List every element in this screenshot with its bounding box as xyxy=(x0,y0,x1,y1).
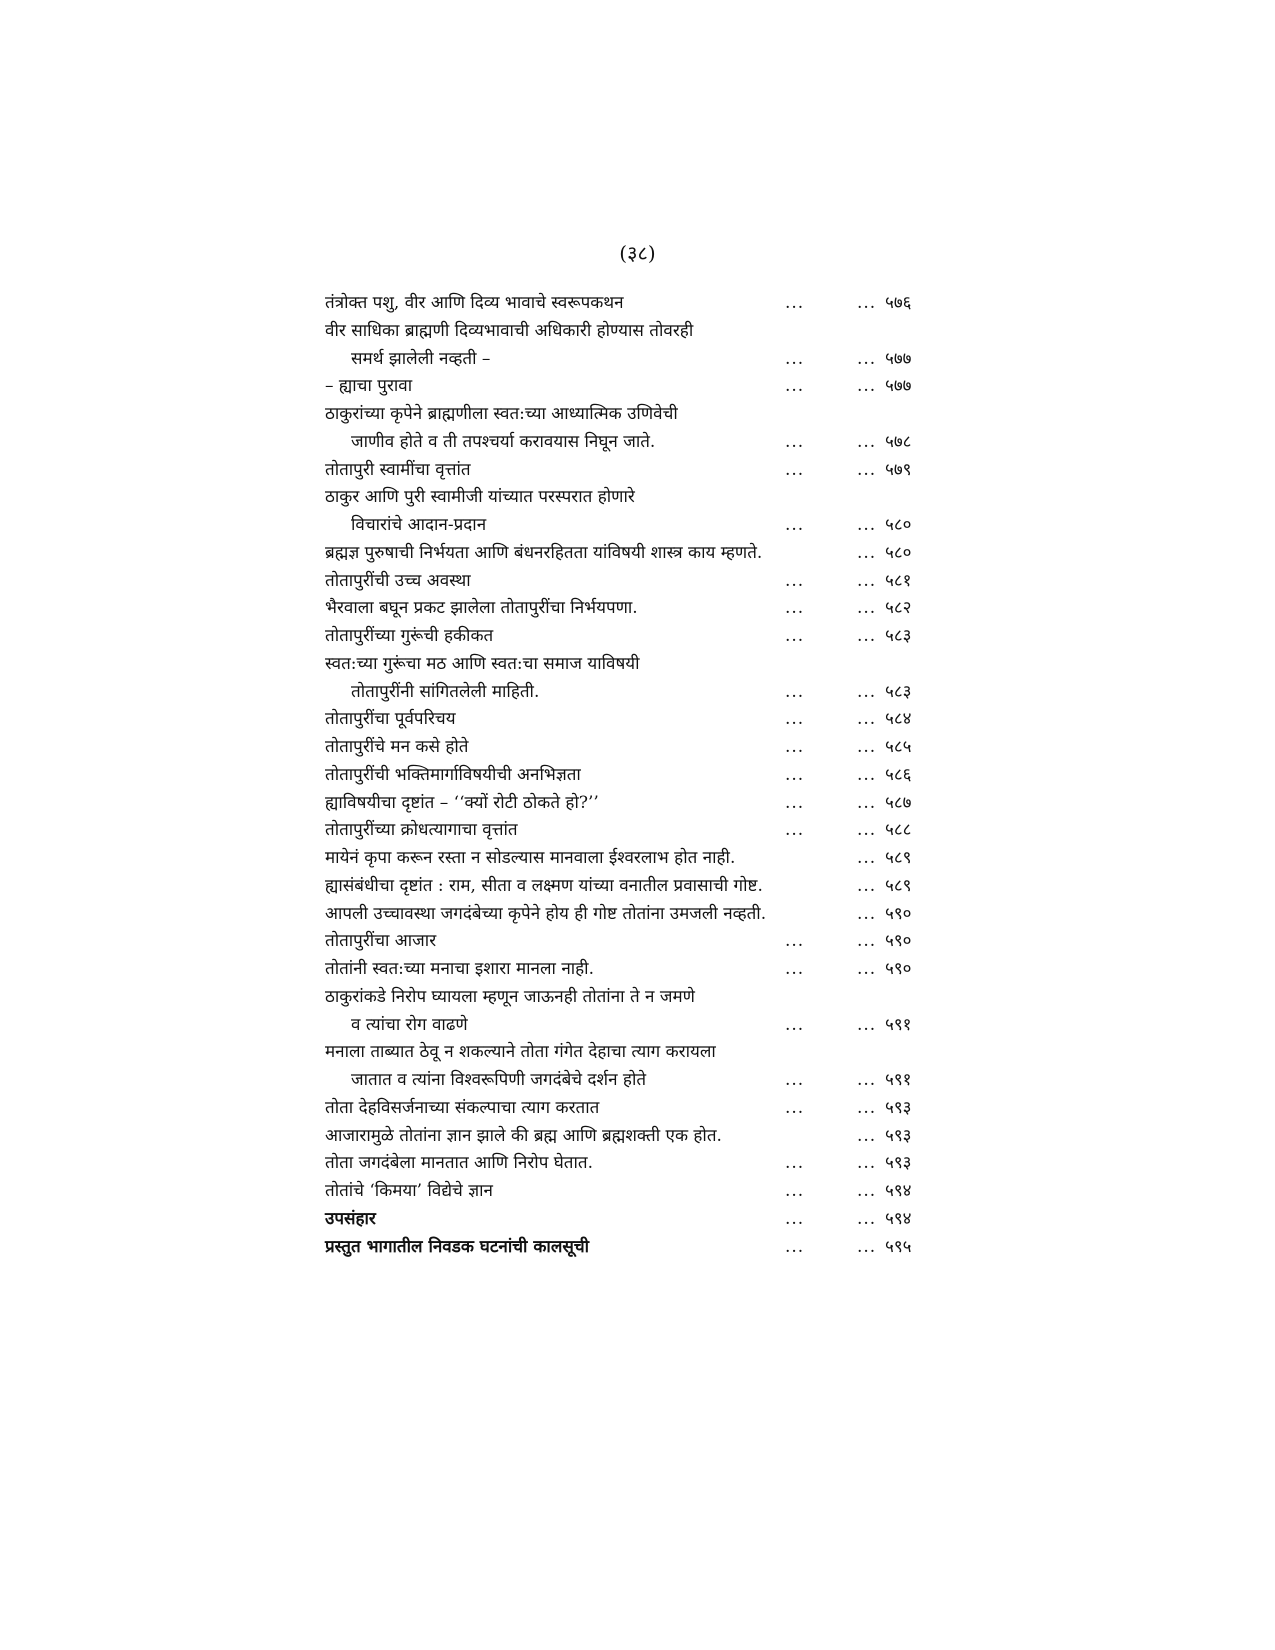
toc-entry xyxy=(325,1178,965,1206)
leader-dots: ... xyxy=(857,764,877,785)
toc-page-number: ५९३ xyxy=(885,1153,912,1174)
leader-dots: ... xyxy=(857,598,877,619)
toc-page-number: ५८३ xyxy=(885,681,912,702)
toc-entry xyxy=(325,873,965,901)
toc-page-number: ५९४ xyxy=(885,1181,912,1201)
leader-dots: ... xyxy=(857,1181,877,1201)
leader-dots: ... xyxy=(785,570,805,591)
toc-entry xyxy=(325,1206,965,1234)
toc-page-number: ५८४ xyxy=(885,709,912,730)
toc-entry-line xyxy=(325,651,965,679)
leader-dots: ... xyxy=(857,1125,877,1146)
leader-dots: ... xyxy=(857,1153,877,1174)
toc-page-number: ५७८ xyxy=(885,431,912,452)
leader-dots: ... xyxy=(857,515,877,535)
toc-entry-title: ठाकुरांकडे निरोप घ्यायला म्हणून जाऊनही तोतांना ते न जमणे xyxy=(325,986,695,1007)
leader-dots: ... xyxy=(785,348,805,369)
toc-entry xyxy=(325,401,965,457)
toc-entry-title: तोतापुरी स्वामींचा वृत्तांत xyxy=(325,459,471,480)
leader-dots: ... xyxy=(857,293,877,313)
leader-dots: ... xyxy=(785,931,805,952)
toc-entry xyxy=(325,318,965,374)
leader-dots: ... xyxy=(785,737,805,757)
leader-dots: ... xyxy=(857,875,877,896)
toc-entry xyxy=(325,845,965,873)
toc-entry-line xyxy=(325,290,965,318)
leader-dots: ... xyxy=(785,820,805,841)
leader-dots: ... xyxy=(857,931,877,952)
toc-entry xyxy=(325,817,965,845)
leader-dots: ... xyxy=(785,959,805,979)
toc-page-number: ५९१ xyxy=(885,1070,912,1090)
toc-entry-line xyxy=(325,1178,965,1206)
toc-entry-title: आजारामुळे तोतांना ज्ञान झाले की ब्रह्म आणि ब्रह्मशक्ती एक होत. xyxy=(325,1125,722,1146)
toc-entry xyxy=(325,790,965,818)
toc-entry-line xyxy=(325,373,965,401)
toc-entry xyxy=(325,1234,965,1262)
leader-dots: ... xyxy=(857,431,877,452)
toc-page-number: ५७९ xyxy=(885,459,912,480)
leader-dots: ... xyxy=(857,570,877,591)
table-of-contents xyxy=(325,290,965,1261)
leader-dots: ... xyxy=(785,1208,805,1229)
leader-dots: ... xyxy=(857,737,877,757)
toc-entry xyxy=(325,984,965,1040)
toc-entry xyxy=(325,956,965,984)
toc-entry-line xyxy=(325,762,965,790)
toc-entry-line xyxy=(325,790,965,818)
toc-page-number: ५७६ xyxy=(885,293,912,313)
toc-entry-line xyxy=(325,484,965,512)
toc-entry xyxy=(325,1123,965,1151)
leader-dots: ... xyxy=(785,709,805,730)
toc-entry-title: ह्याविषयीचा दृष्टांत – ‘‘क्यों रोटी ठोकते हो?’’ xyxy=(325,792,599,813)
toc-entry-title: तोता जगदंबेला मानतात आणि निरोप घेतात. xyxy=(325,1153,593,1174)
toc-page-number: ५८७ xyxy=(885,792,912,813)
toc-entry-title: तोतापुरींचे मन कसे होते xyxy=(325,737,469,757)
leader-dots: ... xyxy=(785,1236,805,1257)
toc-entry xyxy=(325,651,965,707)
leader-dots: ... xyxy=(857,820,877,841)
leader-dots: ... xyxy=(785,1097,805,1118)
toc-entry-title: व त्यांचा रोग वाढणे xyxy=(351,1014,468,1035)
toc-page-number: ५८० xyxy=(885,515,912,535)
toc-page-number: ५९० xyxy=(885,903,912,924)
toc-page-number: ५८६ xyxy=(885,764,912,785)
leader-dots: ... xyxy=(857,1208,877,1229)
toc-entry-title: विचारांचे आदान-प्रदान xyxy=(351,515,487,535)
leader-dots: ... xyxy=(785,626,805,646)
toc-entry xyxy=(325,1150,965,1178)
leader-dots: ... xyxy=(857,709,877,730)
toc-entry-line xyxy=(325,512,965,540)
toc-entry-title: ठाकुर आणि पुरी स्वामीजी यांच्यात परस्परात होणारे xyxy=(325,487,635,508)
toc-entry xyxy=(325,706,965,734)
toc-page-number: ५९० xyxy=(885,931,912,952)
toc-page-number: ५८९ xyxy=(885,875,912,896)
toc-entry-line xyxy=(325,845,965,873)
leader-dots: ... xyxy=(785,431,805,452)
leader-dots: ... xyxy=(785,293,805,313)
toc-page-number: ५९३ xyxy=(885,1097,912,1118)
toc-page-number: ५७७ xyxy=(885,376,912,397)
toc-entry-title: मायेनं कृपा करून रस्ता न सोडल्यास मानवाला ईश्वरलाभ होत नाही. xyxy=(325,848,736,868)
toc-entry-title: तोतापुरींच्या क्रोधत्यागाचा वृत्तांत xyxy=(325,820,518,841)
toc-entry-title: ठाकुरांच्या कृपेने ब्राह्मणीला स्वत:च्या आध्यात्मिक उणिवेची xyxy=(325,404,678,424)
toc-entry-title: ह्यासंबंधीचा दृष्टांत : राम, सीता व लक्ष्मण यांच्या वनातील प्रवासाची गोष्ट. xyxy=(325,875,763,896)
toc-entry xyxy=(325,928,965,956)
toc-entry-title: ब्रह्मज्ञ पुरुषाची निर्भयता आणि बंधनरहितता यांविषयी शास्त्र काय म्हणते. xyxy=(325,542,763,563)
leader-dots: ... xyxy=(857,848,877,868)
leader-dots: ... xyxy=(857,459,877,480)
toc-entry-title: तोतापुरींनी सांगितलेली माहिती. xyxy=(351,681,540,702)
toc-entry-title: प्रस्तुत भागातील निवडक घटनांची कालसूची xyxy=(325,1236,590,1257)
toc-entry-line xyxy=(325,595,965,623)
leader-dots: ... xyxy=(857,1236,877,1257)
toc-page-number: ५८५ xyxy=(885,737,912,757)
toc-entry-line xyxy=(325,706,965,734)
toc-entry-title: जाणीव होते व ती तपश्चर्या करावयास निघून जाते. xyxy=(351,431,656,452)
toc-page-number: ५८९ xyxy=(885,848,912,868)
toc-entry xyxy=(325,290,965,318)
toc-entry-line xyxy=(325,318,965,346)
toc-entry-title: जातात व त्यांना विश्वरूपिणी जगदंबेचे दर्शन होते xyxy=(351,1070,647,1090)
toc-entry-title: मनाला ताब्यात ठेवू न शकल्याने तोता गंगेत देहाचा त्याग करायला xyxy=(325,1042,716,1063)
leader-dots: ... xyxy=(785,376,805,397)
toc-entry-line xyxy=(325,1095,965,1123)
toc-entry-title: तोतापुरींचा आजार xyxy=(325,931,437,952)
toc-entry xyxy=(325,540,965,568)
leader-dots: ... xyxy=(857,1097,877,1118)
toc-entry-line xyxy=(325,679,965,707)
toc-entry-line xyxy=(325,928,965,956)
toc-entry-line xyxy=(325,1150,965,1178)
leader-dots: ... xyxy=(785,515,805,535)
toc-entry-line xyxy=(325,346,965,374)
toc-entry-title: समर्थ झालेली नव्हती – xyxy=(351,348,491,369)
toc-entry-line xyxy=(325,817,965,845)
leader-dots: ... xyxy=(857,626,877,646)
leader-dots: ... xyxy=(785,459,805,480)
toc-entry-title: भैरवाला बघून प्रकट झालेला तोतापुरींचा निर्भयपणा. xyxy=(325,598,638,619)
toc-entry-line xyxy=(325,1206,965,1234)
toc-entry-line xyxy=(325,1039,965,1067)
toc-entry-title: स्वत:च्या गुरूंचा मठ आणि स्वत:चा समाज याविषयी xyxy=(325,653,640,674)
toc-entry-line xyxy=(325,1067,965,1095)
toc-entry-title: आपली उच्चावस्था जगदंबेच्या कृपेने होय ही गोष्ट तोतांना उमजली नव्हती. xyxy=(325,903,767,924)
leader-dots: ... xyxy=(857,681,877,702)
toc-page-number: ५८२ xyxy=(885,598,912,619)
toc-page-number: ५८१ xyxy=(885,570,912,591)
leader-dots: ... xyxy=(785,764,805,785)
toc-entry xyxy=(325,623,965,651)
leader-dots: ... xyxy=(857,348,877,369)
toc-page-number: ५९० xyxy=(885,959,912,979)
toc-entry xyxy=(325,457,965,485)
toc-entry-line xyxy=(325,1012,965,1040)
toc-entry-line xyxy=(325,956,965,984)
toc-entry xyxy=(325,484,965,540)
leader-dots: ... xyxy=(857,792,877,813)
leader-dots: ... xyxy=(857,1070,877,1090)
toc-page-number: ५८८ xyxy=(885,820,912,841)
leader-dots: ... xyxy=(785,1014,805,1035)
toc-entry-line xyxy=(325,1123,965,1151)
toc-entry-line xyxy=(325,540,965,568)
toc-entry xyxy=(325,762,965,790)
leader-dots: ... xyxy=(857,1014,877,1035)
toc-entry xyxy=(325,1039,965,1095)
leader-dots: ... xyxy=(857,376,877,397)
leader-dots: ... xyxy=(785,1181,805,1201)
toc-entry xyxy=(325,734,965,762)
toc-entry-line xyxy=(325,401,965,429)
toc-entry-line xyxy=(325,1234,965,1262)
toc-page-number: ५८३ xyxy=(885,626,912,646)
toc-entry xyxy=(325,1095,965,1123)
toc-entry xyxy=(325,373,965,401)
toc-entry-title: तोतापुरींच्या गुरूंची हकीकत xyxy=(325,626,494,646)
toc-entry xyxy=(325,901,965,929)
toc-entry xyxy=(325,595,965,623)
toc-page-number: ५७७ xyxy=(885,348,912,369)
toc-page-number: ५९५ xyxy=(885,1236,912,1257)
leader-dots: ... xyxy=(785,598,805,619)
leader-dots: ... xyxy=(785,792,805,813)
leader-dots: ... xyxy=(785,1153,805,1174)
toc-entry-line xyxy=(325,623,965,651)
toc-page-number: ५९१ xyxy=(885,1014,912,1035)
toc-entry-title: तोता देहविसर्जनाच्या संकल्पाचा त्याग करतात xyxy=(325,1097,600,1118)
toc-entry-title: वीर साधिका ब्राह्मणी दिव्यभावाची अधिकारी होण्यास तोवरही xyxy=(325,320,694,341)
toc-entry-line xyxy=(325,984,965,1012)
toc-entry-line xyxy=(325,429,965,457)
leader-dots: ... xyxy=(857,959,877,979)
toc-entry-title: तंत्रोक्त पशु, वीर आणि दिव्य भावाचे स्वरूपकथन xyxy=(325,293,624,313)
leader-dots: ... xyxy=(785,681,805,702)
toc-entry-title: तोतांचे ‘किमया’ विद्येचे ज्ञान xyxy=(325,1181,493,1201)
toc-entry-title: तोतापुरींची उच्च अवस्था xyxy=(325,570,471,591)
leader-dots: ... xyxy=(785,1070,805,1090)
toc-entry-line xyxy=(325,457,965,485)
toc-entry-title: उपसंहार xyxy=(325,1208,376,1229)
toc-entry-title: तोतापुरींची भक्तिमार्गाविषयीची अनभिज्ञता xyxy=(325,764,581,785)
toc-entry xyxy=(325,568,965,596)
toc-entry-line xyxy=(325,734,965,762)
toc-entry-line xyxy=(325,901,965,929)
leader-dots: ... xyxy=(857,903,877,924)
toc-entry-title: तोतापुरींचा पूर्वपरिचय xyxy=(325,709,456,730)
toc-entry-line xyxy=(325,568,965,596)
toc-page-number: ५९४ xyxy=(885,1208,912,1229)
toc-entry-line xyxy=(325,873,965,901)
toc-page-number: ५९३ xyxy=(885,1125,912,1146)
page-number: (३८) xyxy=(619,241,656,265)
toc-entry-title: तोतांनी स्वत:च्या मनाचा इशारा मानला नाही. xyxy=(325,959,594,979)
leader-dots: ... xyxy=(857,542,877,563)
toc-entry-title: – ह्याचा पुरावा xyxy=(325,376,413,397)
toc-page-number: ५८० xyxy=(885,542,912,563)
